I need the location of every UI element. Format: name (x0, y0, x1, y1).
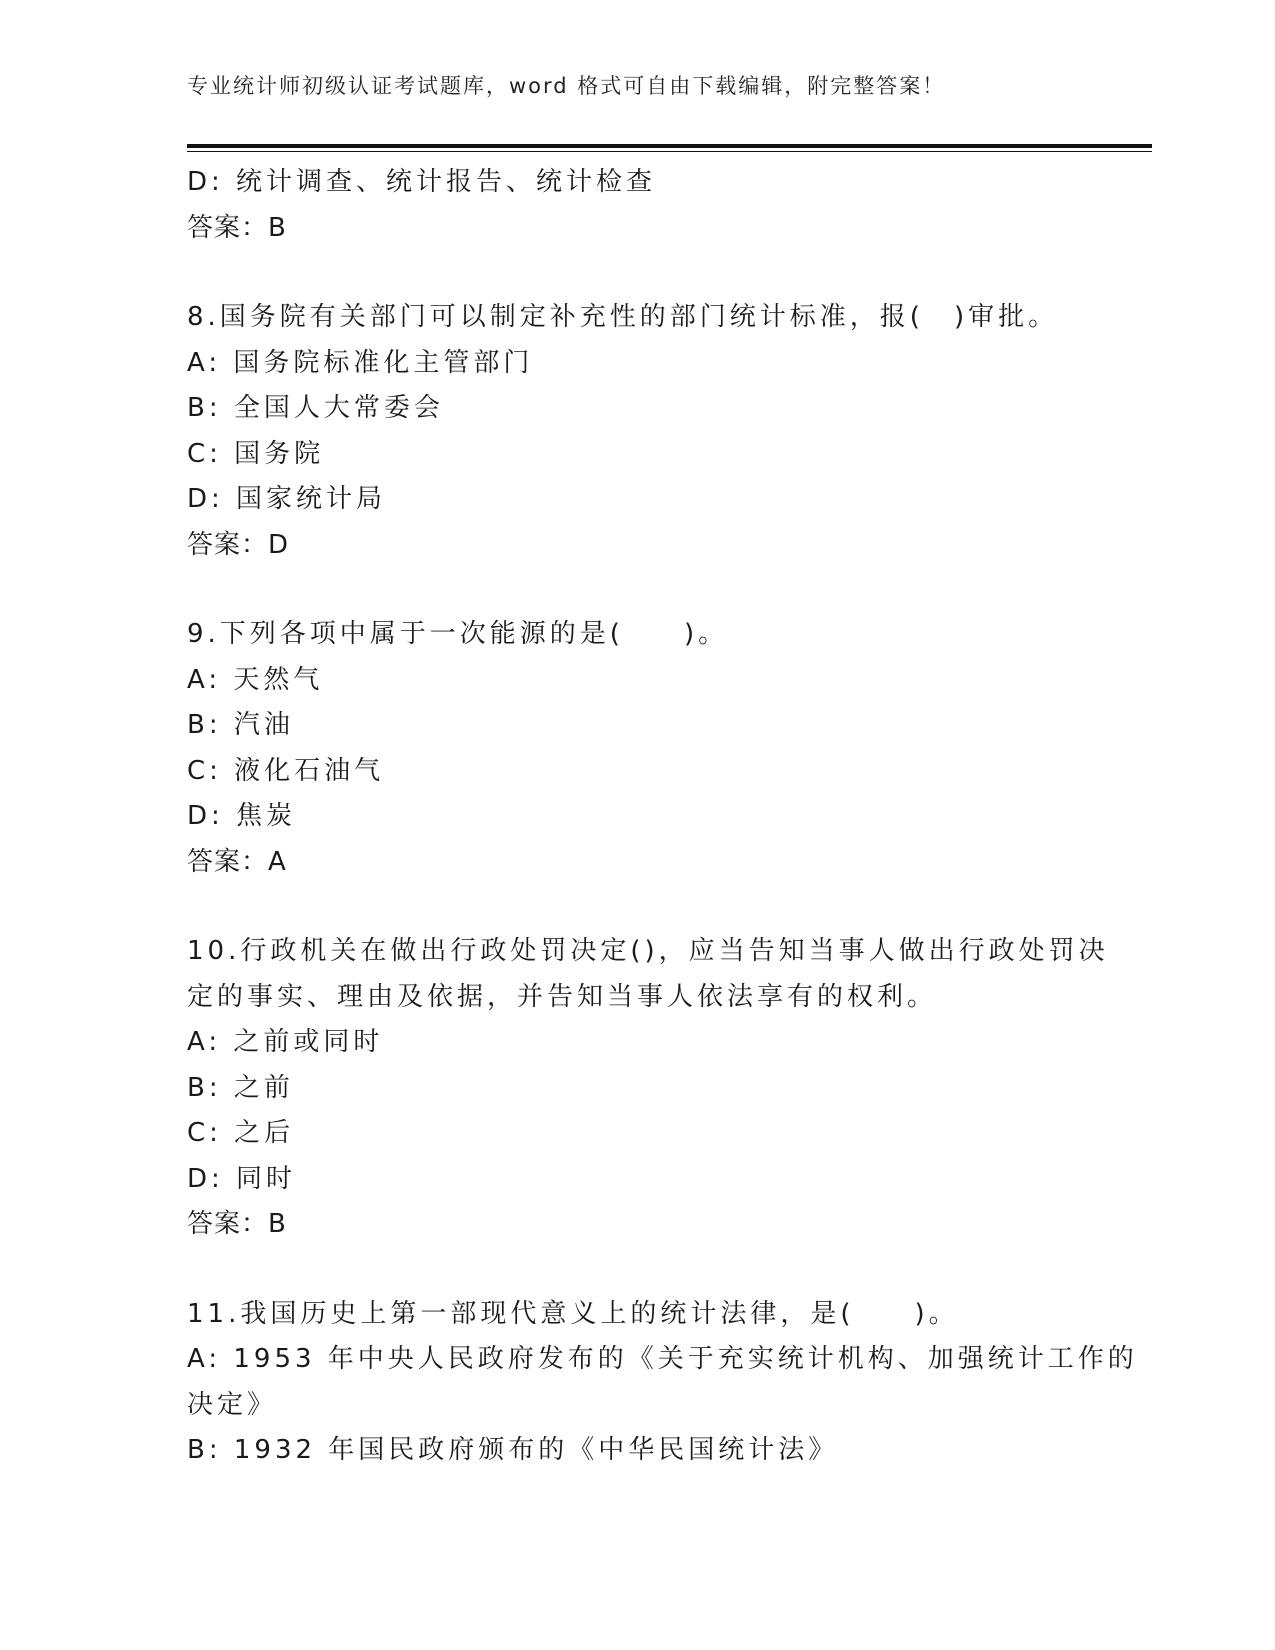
spacer (187, 251, 1087, 295)
option-b: B: 全国人大常委会 (187, 393, 444, 423)
question-11 (187, 1292, 1138, 1474)
question-9 (187, 612, 1087, 885)
question-list (187, 160, 1138, 1474)
option-d: D: 同时 (187, 1163, 297, 1194)
option-c: C: 国务院 (187, 438, 325, 469)
option-a-line-1: A: 1953 年中央人民政府发布的《关于充实统计机构、加强统计工作的 (187, 1344, 1138, 1374)
option-d: D: 国家统计局 (187, 484, 387, 514)
question-stem-line-2: 定的事实、理由及依据，并告知当事人依法享有的权利。 (187, 981, 938, 1012)
answer: 答案：B (187, 1209, 287, 1239)
option-a-line-2: 决定》 (187, 1389, 278, 1420)
option-d: D: 焦炭 (187, 801, 297, 831)
question-stem: 8.国务院有关部门可以制定补充性的部门统计标准，报( )审批。 (187, 302, 1059, 332)
option-b: B: 汽油 (187, 710, 294, 740)
spacer (187, 1248, 1087, 1292)
option-a: A: 天然气 (187, 664, 324, 695)
option-b: B: 1932 年国民政府颁布的《中华民国统计法》 (187, 1435, 839, 1465)
header-rule-thin (187, 151, 1152, 152)
option-c: C: 之后 (187, 1118, 295, 1148)
answer: 答案：B (187, 212, 287, 243)
question-7-fragment (187, 160, 1087, 251)
answer: 答案：D (187, 529, 290, 560)
question-stem: 9.下列各项中属于一次能源的是( )。 (187, 619, 729, 649)
option-b: B: 之前 (187, 1072, 294, 1103)
question-8 (187, 295, 1087, 568)
spacer (187, 885, 1087, 929)
option-d: D: 统计调查、统计报告、统计检查 (187, 167, 657, 197)
spacer (187, 568, 1087, 612)
header-rule-thick (187, 144, 1152, 148)
question-stem: 11.我国历史上第一部现代意义上的统计法律，是( )。 (187, 1298, 959, 1329)
page-header: 专业统计师初级认证考试题库，word 格式可自由下载编辑，附完整答案！ (187, 74, 946, 98)
question-stem-line-1: 10.行政机关在做出行政处罚决定()，应当告知当事人做出行政处罚决 (187, 936, 1109, 966)
answer: 答案：A (187, 846, 287, 877)
option-a: A: 之前或同时 (187, 1027, 384, 1057)
option-a: A: 国务院标准化主管部门 (187, 347, 534, 378)
option-c: C: 液化石油气 (187, 755, 385, 786)
question-10 (187, 929, 1109, 1248)
